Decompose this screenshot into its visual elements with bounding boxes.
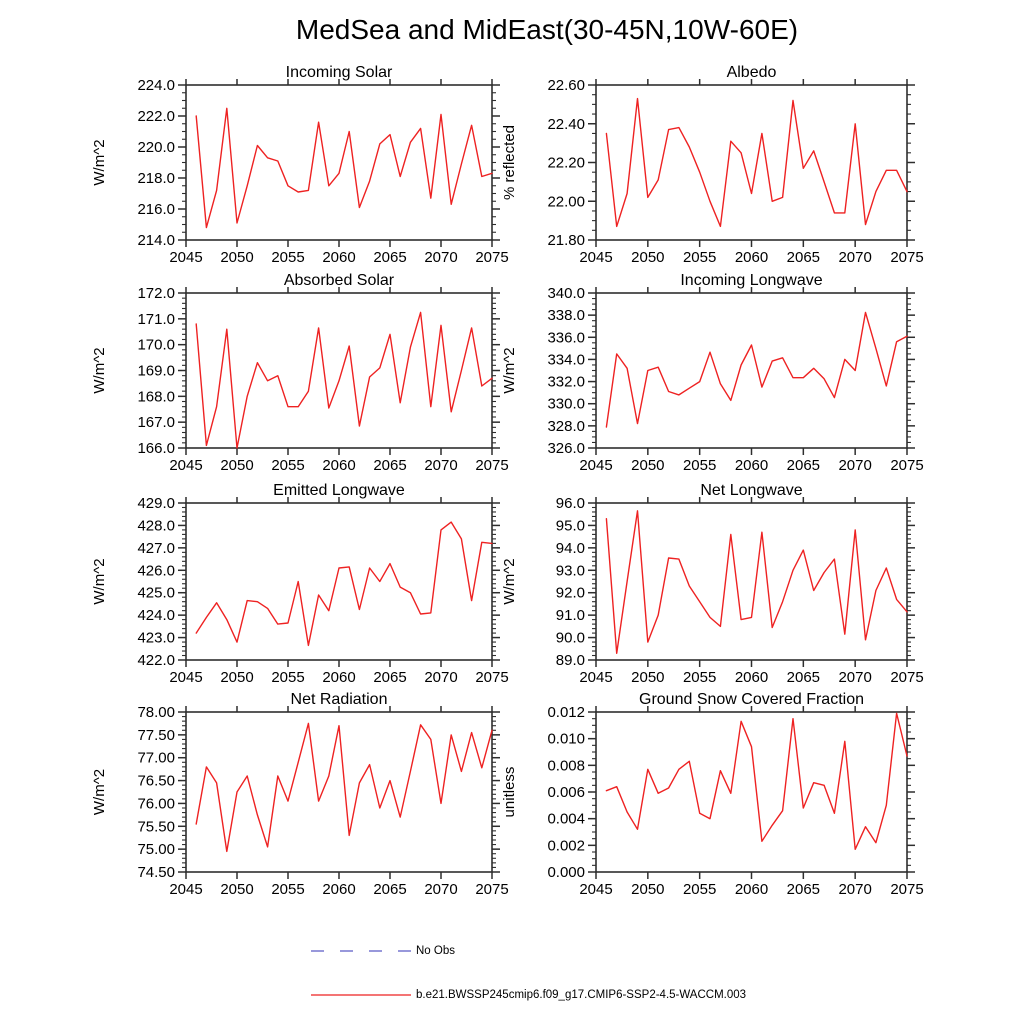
chart-emitted-longwave — [60, 478, 520, 708]
y-tick-label: 328.0 — [547, 417, 585, 435]
x-tick-label: 2055 — [271, 881, 305, 898]
x-tick-label: 2075 — [890, 881, 924, 898]
y-tick-label: 218.0 — [137, 170, 175, 187]
x-tick-label: 2045 — [169, 669, 203, 686]
y-tick-label: 75.00 — [137, 841, 175, 859]
chart-net-radiation — [60, 687, 520, 917]
y-tick-label: 22.40 — [547, 115, 585, 133]
x-tick-label: 2045 — [579, 457, 613, 474]
x-tick-label: 2055 — [682, 881, 717, 898]
x-tick-label: 2065 — [373, 457, 407, 474]
y-tick-label: 166.0 — [137, 440, 175, 457]
y-tick-label: 171.0 — [137, 310, 175, 328]
y-tick-label: 0.012 — [547, 704, 585, 721]
y-tick-label: 22.60 — [547, 77, 585, 94]
x-tick-label: 2050 — [220, 249, 254, 266]
x-tick-label: 2045 — [169, 457, 203, 474]
x-tick-label: 2065 — [786, 881, 821, 898]
y-tick-label: 214.0 — [137, 232, 175, 249]
y-axis-label: W/m^2 — [91, 347, 108, 394]
x-tick-label: 2070 — [424, 669, 458, 686]
x-tick-label: 2060 — [734, 881, 769, 898]
x-tick-label: 2055 — [271, 457, 305, 474]
y-axis-label: W/m^2 — [501, 347, 518, 394]
chart-absorbed-solar — [60, 268, 520, 498]
data-line-emitted-longwave — [196, 522, 492, 645]
y-tick-label: 0.010 — [547, 730, 585, 748]
y-tick-label: 74.50 — [137, 864, 175, 881]
x-tick-label: 2050 — [220, 457, 254, 474]
y-tick-label: 224.0 — [137, 77, 175, 94]
data-line-absorbed-solar — [196, 312, 492, 448]
x-tick-label: 2070 — [424, 881, 458, 898]
y-tick-label: 77.00 — [137, 749, 175, 767]
y-tick-label: 330.0 — [547, 395, 585, 413]
y-tick-label: 0.000 — [547, 864, 585, 881]
x-tick-label: 2070 — [424, 457, 458, 474]
x-tick-label: 2075 — [890, 457, 924, 474]
y-axis-label: unitless — [501, 766, 518, 818]
chart-title: Ground Snow Covered Fraction — [639, 691, 864, 708]
x-tick-label: 2075 — [890, 249, 924, 266]
x-tick-label: 2065 — [786, 457, 821, 474]
x-tick-label: 2075 — [475, 881, 509, 898]
x-tick-label: 2060 — [322, 669, 356, 686]
x-tick-label: 2070 — [838, 457, 872, 474]
chart-title: Incoming Longwave — [680, 272, 823, 289]
x-tick-label: 2045 — [579, 669, 613, 686]
y-tick-label: 0.004 — [547, 810, 585, 828]
y-tick-label: 76.00 — [137, 795, 175, 813]
y-tick-label: 423.0 — [137, 629, 175, 647]
y-tick-label: 75.50 — [137, 818, 175, 836]
y-tick-label: 426.0 — [137, 562, 175, 580]
x-tick-label: 2065 — [373, 249, 407, 266]
y-tick-label: 0.006 — [547, 784, 585, 801]
y-tick-label: 167.0 — [137, 414, 175, 432]
y-tick-label: 76.50 — [137, 772, 175, 790]
data-line-net-radiation — [196, 723, 492, 851]
x-tick-label: 2045 — [169, 249, 203, 266]
y-tick-label: 340.0 — [547, 285, 585, 302]
y-tick-label: 78.00 — [137, 704, 175, 721]
chart-net-longwave — [470, 478, 930, 708]
y-axis-label: W/m^2 — [501, 558, 518, 605]
y-tick-label: 21.80 — [547, 232, 585, 249]
model-solid-line-icon — [310, 989, 412, 1001]
data-line-ground-snow-covered-fraction — [606, 713, 907, 849]
data-line-incoming-longwave — [606, 312, 907, 427]
data-line-albedo — [606, 99, 907, 227]
legend-item-model-run — [310, 988, 746, 1002]
x-tick-label: 2060 — [734, 249, 769, 266]
chart-incoming-solar — [60, 60, 520, 290]
y-tick-label: 334.0 — [547, 351, 585, 369]
data-line-net-longwave — [606, 511, 907, 654]
x-tick-label: 2045 — [579, 881, 613, 898]
y-axis-label: W/m^2 — [91, 768, 108, 816]
y-tick-label: 94.0 — [555, 539, 585, 557]
x-tick-label: 2065 — [373, 669, 407, 686]
y-axis-label: W/m^2 — [91, 139, 108, 186]
y-axis-label: W/m^2 — [91, 558, 108, 605]
x-tick-label: 2050 — [220, 881, 254, 898]
chart-title: Net Radiation — [290, 691, 388, 708]
x-tick-label: 2055 — [682, 249, 717, 266]
x-tick-label: 2045 — [169, 881, 203, 898]
y-tick-label: 332.0 — [547, 373, 585, 391]
y-tick-label: 77.50 — [137, 726, 175, 744]
x-tick-label: 2075 — [890, 669, 924, 686]
page-title: MedSea and MidEast(30-45N,10W-60E) — [295, 14, 799, 45]
y-tick-label: 220.0 — [137, 139, 175, 156]
x-tick-label: 2065 — [373, 881, 407, 898]
legend-label-model-run: b.e21.BWSSP245cmip6.f09_g17.CMIP6-SSP2-4.5-WACCM.003 — [416, 989, 747, 1001]
x-tick-label: 2055 — [271, 249, 305, 266]
x-tick-label: 2070 — [838, 249, 872, 266]
x-tick-label: 2070 — [424, 249, 458, 266]
y-tick-label: 428.0 — [137, 517, 175, 535]
data-line-incoming-solar — [196, 108, 492, 227]
no-obs-dashed-line-icon — [310, 945, 412, 957]
chart-albedo — [470, 60, 930, 290]
x-tick-label: 2070 — [838, 881, 872, 898]
x-tick-label: 2050 — [220, 669, 254, 686]
y-tick-label: 168.0 — [137, 388, 175, 406]
legend-label-no-obs: No Obs — [416, 945, 455, 957]
x-tick-label: 2075 — [475, 457, 509, 474]
x-tick-label: 2050 — [631, 881, 665, 898]
y-tick-label: 22.00 — [547, 193, 585, 211]
y-tick-label: 0.002 — [547, 837, 585, 855]
y-tick-label: 336.0 — [547, 329, 585, 347]
x-tick-label: 2060 — [322, 881, 356, 898]
x-tick-label: 2065 — [786, 249, 821, 266]
y-tick-label: 424.0 — [137, 607, 175, 625]
chart-title: Net Longwave — [700, 482, 803, 499]
y-tick-label: 425.0 — [137, 584, 175, 602]
x-tick-label: 2055 — [682, 669, 717, 686]
x-tick-label: 2060 — [322, 457, 356, 474]
y-tick-label: 216.0 — [137, 201, 175, 218]
y-tick-label: 422.0 — [137, 652, 175, 669]
y-tick-label: 429.0 — [137, 495, 175, 512]
y-tick-label: 0.008 — [547, 757, 585, 775]
x-tick-label: 2060 — [734, 457, 769, 474]
y-tick-label: 93.0 — [555, 562, 585, 580]
y-tick-label: 427.0 — [137, 539, 175, 557]
y-tick-label: 89.0 — [555, 652, 585, 669]
x-tick-label: 2055 — [271, 669, 305, 686]
chart-title: Emitted Longwave — [273, 482, 405, 499]
y-axis-label: % reflected — [501, 124, 518, 201]
chart-ground-snow-covered-fraction — [470, 687, 930, 917]
x-tick-label: 2075 — [475, 669, 509, 686]
y-tick-label: 96.0 — [555, 495, 585, 512]
y-tick-label: 90.0 — [555, 629, 585, 647]
x-tick-label: 2060 — [322, 249, 356, 266]
chart-incoming-longwave — [470, 268, 930, 498]
chart-title: Albedo — [726, 64, 777, 81]
legend-item-no-obs — [310, 944, 455, 958]
y-tick-label: 91.0 — [555, 607, 585, 625]
y-tick-label: 95.0 — [555, 517, 585, 535]
chart-title: Absorbed Solar — [283, 272, 395, 289]
y-tick-label: 22.20 — [547, 154, 585, 172]
x-tick-label: 2050 — [631, 249, 665, 266]
y-tick-label: 92.0 — [555, 584, 585, 602]
x-tick-label: 2045 — [579, 249, 613, 266]
chart-title: Incoming Solar — [285, 64, 393, 81]
x-tick-label: 2075 — [475, 249, 509, 266]
y-tick-label: 169.0 — [137, 362, 175, 380]
y-tick-label: 326.0 — [547, 440, 585, 457]
y-tick-label: 170.0 — [137, 336, 175, 354]
x-tick-label: 2065 — [786, 669, 821, 686]
y-tick-label: 172.0 — [137, 285, 175, 302]
x-tick-label: 2050 — [631, 669, 665, 686]
y-tick-label: 338.0 — [547, 307, 585, 325]
x-tick-label: 2060 — [734, 669, 769, 686]
x-tick-label: 2055 — [682, 457, 717, 474]
x-tick-label: 2070 — [838, 669, 872, 686]
x-tick-label: 2050 — [631, 457, 665, 474]
y-tick-label: 222.0 — [137, 108, 175, 125]
